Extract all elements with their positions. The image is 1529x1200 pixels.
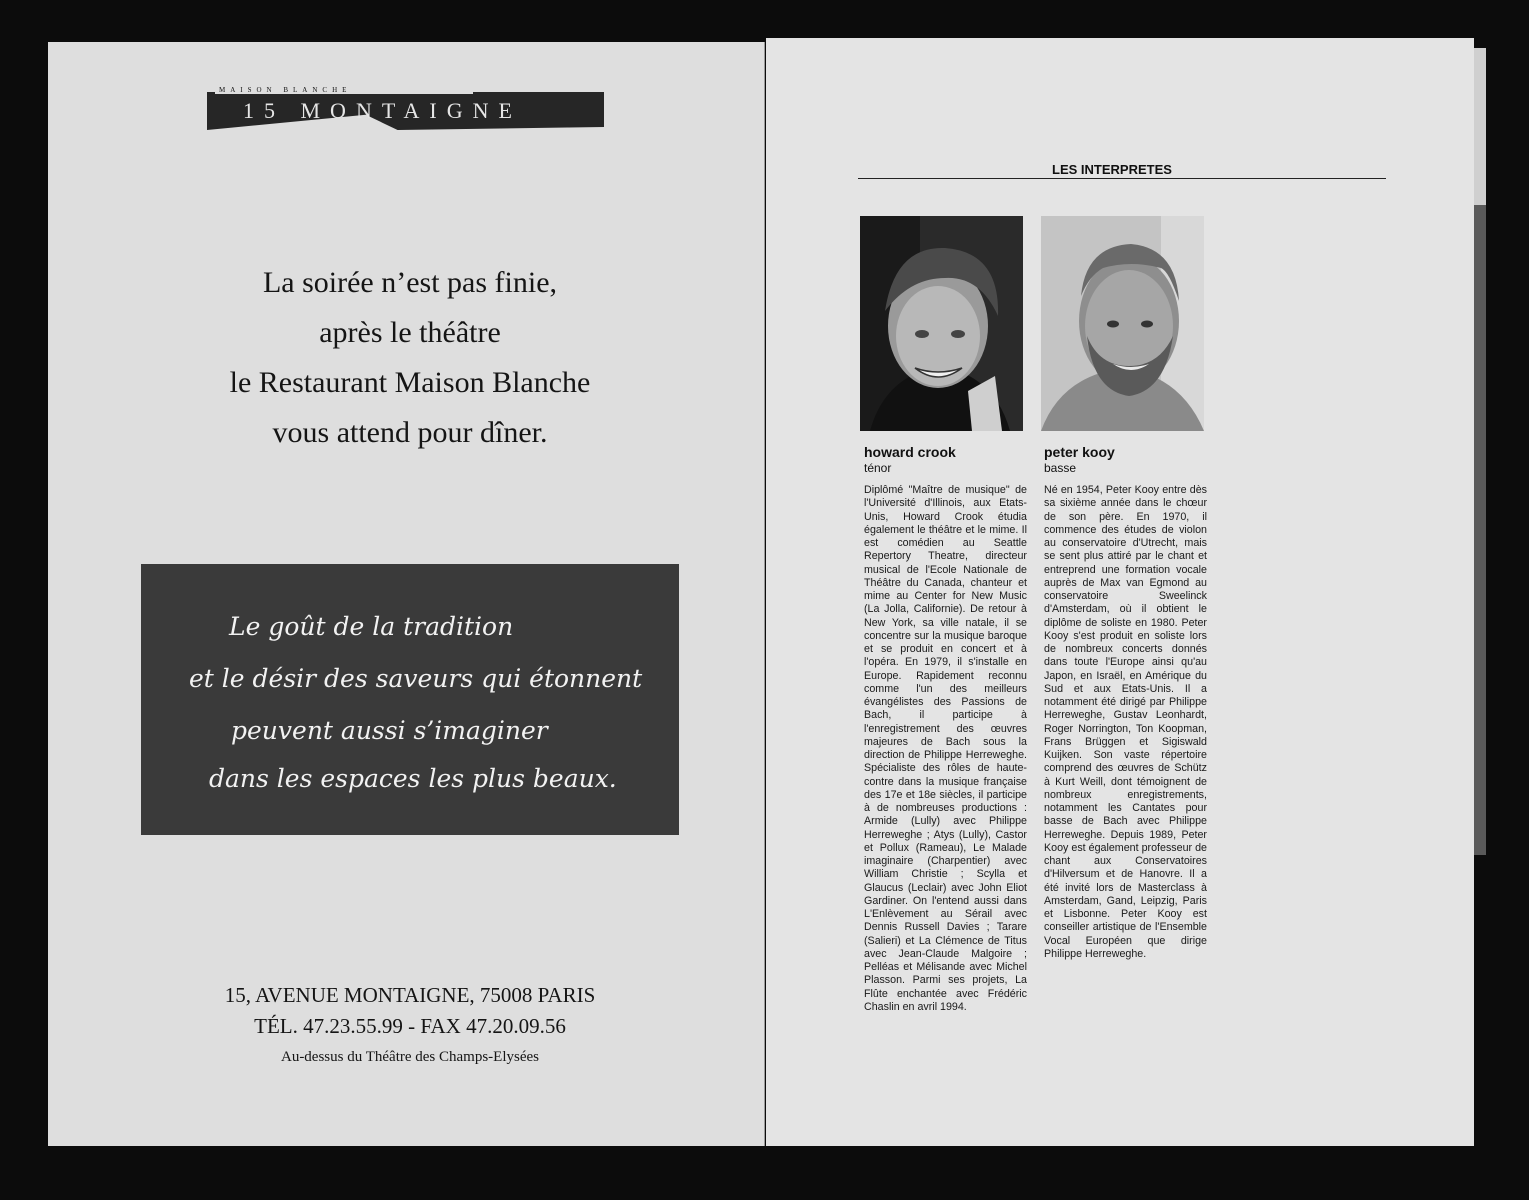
intro-line: vous attend pour dîner. [272,416,548,449]
logo-big-text: 15 MONTAIGNE [243,98,522,123]
intro-text [100,258,720,458]
location-line: Au-dessus du Théâtre des Champs-Elysées [280,1049,539,1065]
handwritten-line: peuvent aussi s’imaginer [231,716,548,745]
performer-bio [864,484,1027,1014]
handwritten-line: dans les espaces les plus beaux. [209,764,617,793]
handwritten-line: et le désir des saveurs qui étonnent [189,664,643,693]
performer-bio [1044,484,1207,961]
howard-crook-photo [860,216,1023,431]
restaurant-address [100,980,720,1072]
section-rule [858,178,1386,179]
logo-small-text: MAISON BLANCHE [215,86,473,94]
handwritten-line: Le goût de la tradition [229,612,514,641]
performer-role: ténor [864,461,892,475]
performer-role: basse [1044,461,1077,475]
handwritten-quote-box [141,564,679,835]
intro-line: La soirée n’est pas finie, [262,266,558,299]
performer-name: howard crook [864,444,956,460]
restaurant-logo [207,88,604,134]
intro-line: le Restaurant Maison Blanche [229,366,591,399]
peter-kooy-photo [1041,216,1204,431]
next-page-edge-dark [1474,205,1486,855]
performer-name: peter kooy [1044,444,1115,460]
phone-fax-line: TÉL. 47.23.55.99 - FAX 47.20.09.56 [254,1014,566,1038]
bio-text: Né en 1954, Peter Kooy entre dès sa sixième année dans le chœur de son père. En 1970, il commence des études de violon au conservatoire d'Utrecht, mais se sent plus attiré par le chant et entreprend une formation vocale auprès de Max van Egmond au conservatoire Sweelinck d'Amsterdam, où il obtient le diplôme de soliste en 1980. Peter Kooy s'est produit en soliste lors de nombreux concerts donnés dans toute l'Europe ainsi qu'au Japon, en Israël, en Amérique du Sud et aux Etats-Unis. Il a notamment été dirigé par Philippe Herreweghe, Gustav Leonhardt, Roger Norrington, Ton Koopman, Frans Brüggen et Sigiswald Kuijken. Son vaste répertoire comprend des œuvres de Schütz à Kurt Weill, dont témoignent de nombreux enregistrements, notamment les Cantates pour basse de Bach avec Philippe Herreweghe. Depuis 1989, Peter Kooy est également professeur de chant aux Conservatoires d'Hilversum et de Hanovre. Il a été invité lors de Masterclass à Amsterdam, Gand, Leipzig, Paris et Lisbonne. Peter Kooy est conseiller artistique de l'Ensemble Vocal Européen que dirige Philippe Herreweghe. [1044,484,1207,960]
intro-line: après le théâtre [319,316,501,349]
bio-text: Diplômé "Maître de musique" de l'Université d'Illinois, aux Etats-Unis, Howard Crook étudia également le théâtre et le mime. Il est comédien au Seattle Repertory Theatre, directeur musical de l'Ecole Nationale de Théâtre du Canada, chanteur et mime au Center for New Music (La Jolla, Californie). De retour à New York, sa ville natale, il se concentre sur la musique baroque et se produit en concert et à l'opéra. En 1979, il s'installe en Europe. Rapidement reconnu comme l'un des meilleurs évangélistes des Passions de Bach, il participe à l'enregistrement des œuvres majeures de Bach sous la direction de Philippe Herreweghe. Spécialiste des rôles de haute-contre dans la musique française des 17e et 18e siècles, il participe à de nombreuses productions : Armide (Lully) avec Philippe Herreweghe ; Atys (Lully), Castor et Pollux (Rameau), Le Malade imaginaire (Charpentier) avec William Christie ; Scylla et Glaucus (Leclair) avec John Eliot Gardiner. On l'entend aussi dans L'Enlèvement au Sérail avec Dennis Russell Davies ; Tarare (Salieri) et La Clémence de Titus avec Jean-Claude Malgoire ; Pelléas et Mélisande avec Michel Plasson. Parmi ses projets, La Flûte enchantée avec Frédéric Chaslin en avril 1994. [864,484,1027,1013]
section-title: LES INTERPRETES [1052,162,1172,177]
address-line: 15, AVENUE MONTAIGNE, 75008 PARIS [224,983,596,1007]
